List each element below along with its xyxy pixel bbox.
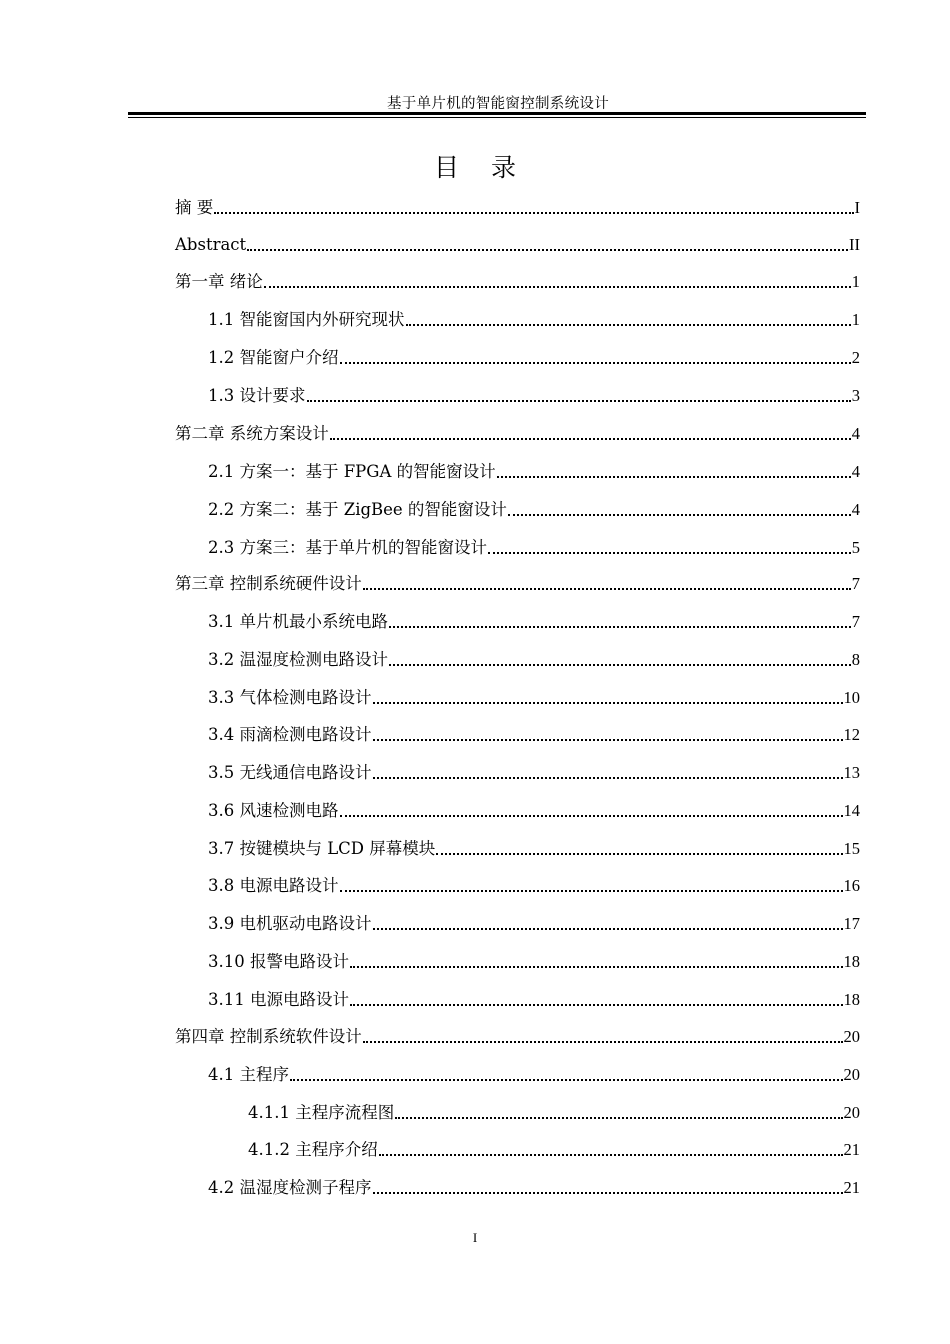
toc-entry-abstract-en[interactable]	[175, 231, 860, 255]
toc-entry-page: 14	[843, 801, 860, 820]
toc-leader-dots	[389, 626, 851, 628]
toc-entry-label: 3.7 按键模块与 LCD 屏幕模块	[208, 839, 436, 858]
toc-entry-page: 10	[843, 688, 860, 707]
toc-entry-label: 3.6 风速检测电路	[208, 801, 339, 820]
toc-entry-page: 20	[843, 1103, 860, 1122]
toc-leader-dots	[373, 928, 843, 930]
toc-entry-3-4[interactable]	[208, 721, 860, 745]
toc-entry-4-1-2[interactable]	[248, 1136, 860, 1160]
toc-entry-label: 4.1 主程序	[208, 1065, 289, 1084]
toc-entry-page: 15	[843, 839, 860, 858]
toc-entry-chapter-4[interactable]	[175, 1023, 860, 1047]
toc-entry-page: 18	[843, 990, 860, 1009]
toc-leader-dots	[264, 286, 851, 288]
toc-leader-dots	[340, 890, 843, 892]
toc-leader-dots	[436, 853, 842, 855]
toc-entry-page: II	[849, 235, 860, 254]
toc-entry-3-10[interactable]	[208, 948, 860, 972]
toc-entry-page: 1	[851, 310, 860, 329]
toc-entry-page: 20	[843, 1065, 860, 1084]
toc-entry-page: 13	[843, 763, 860, 782]
toc-entry-page: 16	[843, 876, 860, 895]
toc-entry-label: 第一章 绪论	[175, 272, 263, 291]
toc-leader-dots	[373, 1192, 843, 1194]
toc-entry-label: 1.3 设计要求	[208, 386, 306, 405]
toc-leader-dots	[350, 1004, 843, 1006]
toc-entry-4-1-1[interactable]	[248, 1099, 860, 1123]
toc-entry-page: 3	[851, 386, 860, 405]
toc-leader-dots	[395, 1117, 842, 1119]
toc-entry-chapter-3[interactable]	[175, 570, 860, 594]
toc-leader-dots	[340, 362, 851, 364]
toc-leader-dots	[363, 1041, 843, 1043]
toc-entry-label: 4.2 温湿度检测子程序	[208, 1178, 372, 1197]
toc-entry-page: 21	[843, 1178, 860, 1197]
toc-entry-page: 7	[851, 612, 860, 631]
toc-leader-dots	[330, 438, 851, 440]
toc-entry-label: 3.11 电源电路设计	[208, 990, 349, 1009]
toc-entry-label: 3.2 温湿度检测电路设计	[208, 650, 388, 669]
toc-entry-1-2[interactable]	[208, 344, 860, 368]
toc-entry-3-7[interactable]	[208, 835, 860, 859]
toc-entry-3-2[interactable]	[208, 646, 860, 670]
toc-entry-4-1[interactable]	[208, 1061, 860, 1085]
toc-entry-label: 第三章 控制系统硬件设计	[175, 574, 362, 593]
toc-entry-page: 20	[843, 1027, 860, 1046]
toc-entry-page: 21	[843, 1140, 860, 1159]
toc-entry-3-1[interactable]	[208, 608, 860, 632]
toc-entry-3-5[interactable]	[208, 759, 860, 783]
toc-entry-label: 摘 要	[175, 198, 214, 217]
toc-leader-dots	[373, 702, 843, 704]
toc-entry-label: 3.9 电机驱动电路设计	[208, 914, 372, 933]
toc-entry-page: 8	[851, 650, 860, 669]
toc-entry-page: 5	[851, 538, 860, 557]
toc-leader-dots	[488, 552, 851, 554]
toc-entry-label: 3.1 单片机最小系统电路	[208, 612, 388, 631]
toc-entry-label: 3.5 无线通信电路设计	[208, 763, 372, 782]
toc-entry-label: 4.1.1 主程序流程图	[248, 1103, 395, 1122]
toc-entry-abstract-cn[interactable]	[175, 194, 860, 218]
toc-entry-2-2[interactable]	[208, 496, 860, 520]
toc-leader-dots	[307, 400, 851, 402]
toc-entry-label: 3.4 雨滴检测电路设计	[208, 725, 372, 744]
toc-entry-3-11[interactable]	[208, 986, 860, 1010]
toc-entry-chapter-1[interactable]	[175, 268, 860, 292]
toc-entry-label: 第四章 控制系统软件设计	[175, 1027, 362, 1046]
toc-entry-label: 3.8 电源电路设计	[208, 876, 339, 895]
toc-entry-label: 1.1 智能窗国内外研究现状	[208, 310, 405, 329]
toc-entry-page: 17	[843, 914, 860, 933]
toc-leader-dots	[406, 324, 851, 326]
toc-entry-page: 12	[843, 725, 860, 744]
toc-entry-page: 4	[851, 462, 860, 481]
toc-entry-4-2[interactable]	[208, 1174, 860, 1198]
toc-entry-page: 4	[851, 424, 860, 443]
toc-entry-label: 1.2 智能窗户介绍	[208, 348, 339, 367]
toc-entry-page: I	[854, 198, 860, 217]
toc-entry-label: 4.1.2 主程序介绍	[248, 1140, 378, 1159]
toc-leader-dots	[350, 966, 843, 968]
toc-leader-dots	[340, 815, 843, 817]
toc-entry-page: 1	[851, 272, 860, 291]
footer-page-number: I	[472, 1230, 478, 1245]
toc-entry-label: Abstract	[175, 235, 247, 254]
toc-leader-dots	[290, 1079, 843, 1081]
toc-leader-dots	[214, 212, 853, 214]
toc-leader-dots	[389, 664, 851, 666]
toc-leader-dots	[508, 514, 851, 516]
toc-leader-dots	[363, 588, 851, 590]
toc-entry-label: 3.10 报警电路设计	[208, 952, 349, 971]
toc-entry-1-3[interactable]	[208, 382, 860, 406]
toc-entry-page: 18	[843, 952, 860, 971]
toc-leader-dots	[373, 739, 843, 741]
toc-entry-page: 2	[851, 348, 860, 367]
toc-entry-3-9[interactable]	[208, 910, 860, 934]
toc-leader-dots	[373, 777, 843, 779]
toc-leader-dots	[379, 1154, 843, 1156]
toc-entry-3-8[interactable]	[208, 872, 860, 896]
toc-entry-page: 7	[851, 574, 860, 593]
header-title: 基于单片机的智能窗控制系统设计	[387, 96, 609, 112]
toc-leader-dots	[247, 249, 848, 251]
toc-entry-page: 4	[851, 500, 860, 519]
toc-entry-label: 2.3 方案三：基于单片机的智能窗设计	[208, 538, 487, 557]
toc-leader-dots	[497, 476, 851, 478]
toc-entry-3-3[interactable]	[208, 684, 860, 708]
toc-entry-label: 2.2 方案二：基于 ZigBee 的智能窗设计	[208, 500, 507, 519]
toc-entry-label: 2.1 方案一：基于 FPGA 的智能窗设计	[208, 462, 496, 481]
toc-entry-1-1[interactable]	[208, 306, 860, 330]
toc-entry-label: 第二章 系统方案设计	[175, 424, 329, 443]
toc-entry-chapter-2[interactable]	[175, 420, 860, 444]
header-rule-thin	[128, 117, 866, 118]
toc-entry-2-1[interactable]	[208, 458, 860, 482]
toc-entry-3-6[interactable]	[208, 797, 860, 821]
toc-entry-2-3[interactable]	[208, 534, 860, 558]
header-rule-thick	[128, 112, 866, 115]
toc-heading: 目 录	[434, 153, 528, 182]
toc-entry-label: 3.3 气体检测电路设计	[208, 688, 372, 707]
